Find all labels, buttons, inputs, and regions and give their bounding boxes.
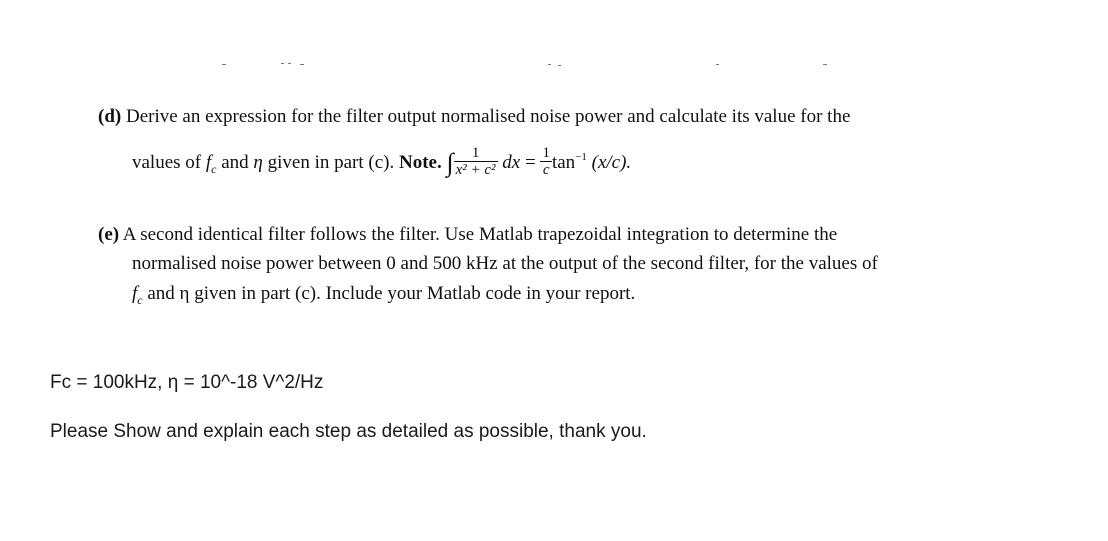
symbol-c-subscript: c: [137, 293, 143, 307]
integral-sign: ∫: [446, 148, 454, 177]
scan-artifact-marks: [0, 58, 1108, 70]
part-e-line-1: [98, 224, 837, 246]
artifact-mark: [823, 64, 827, 65]
symbol-eta: η: [253, 152, 263, 173]
part-d-values-of: values of: [132, 152, 206, 173]
equals-sign: =: [520, 152, 541, 173]
artifact-mark: [222, 64, 226, 65]
part-e-line-3: [132, 283, 635, 305]
artifact-mark: [300, 64, 304, 65]
note-label: Note.: [398, 152, 442, 173]
request-text: Please Show and explain each step as detailed as possible, thank you.: [50, 421, 647, 442]
part-d-given-text: given in part (c).: [262, 152, 399, 173]
part-e-text-2: normalised noise power between 0 and 500 kHz at the output of the second filter, for the values of: [132, 253, 878, 274]
artifact-mark: [281, 63, 284, 64]
fraction-2-denominator: c: [542, 162, 550, 179]
part-e-label: (e): [98, 224, 120, 245]
part-d-line-1: [98, 106, 850, 128]
artifact-mark: [548, 64, 551, 65]
given-values: Fc = 100kHz, η = 10^-18 V^2/Hz: [50, 372, 324, 393]
integral-formula: [446, 145, 632, 179]
artifact-mark: [288, 63, 291, 64]
symbol-f: f: [205, 152, 212, 173]
fraction-2: [540, 145, 552, 178]
fraction-1-denominator: x² + c²: [455, 162, 496, 179]
tan-function: tan: [551, 152, 576, 173]
part-e-text-1: A second identical filter follows the filter. Use Matlab trapezoidal integration to determine the: [119, 224, 838, 245]
dx-text: dx: [497, 152, 521, 173]
artifact-mark: [558, 65, 561, 66]
inverse-superscript: −1: [575, 151, 587, 163]
fraction-1: [454, 145, 498, 178]
symbol-c-subscript: c: [211, 162, 217, 176]
part-d-line-2: [132, 145, 631, 180]
part-e-line-2: [132, 253, 878, 275]
tan-argument: (x/c).: [586, 152, 632, 173]
part-d-text-1: Derive an expression for the filter output normalised noise power and calculate its value for the: [121, 106, 851, 127]
artifact-mark: [716, 64, 719, 65]
part-e-text-3: and η given in part (c). Include your Matlab code in your report.: [142, 283, 636, 304]
fraction-2-numerator: 1: [542, 145, 550, 162]
part-d-label: (d): [98, 106, 122, 127]
fraction-1-numerator: 1: [454, 145, 498, 162]
and-text: and: [216, 152, 254, 173]
symbol-f: f: [132, 283, 138, 304]
